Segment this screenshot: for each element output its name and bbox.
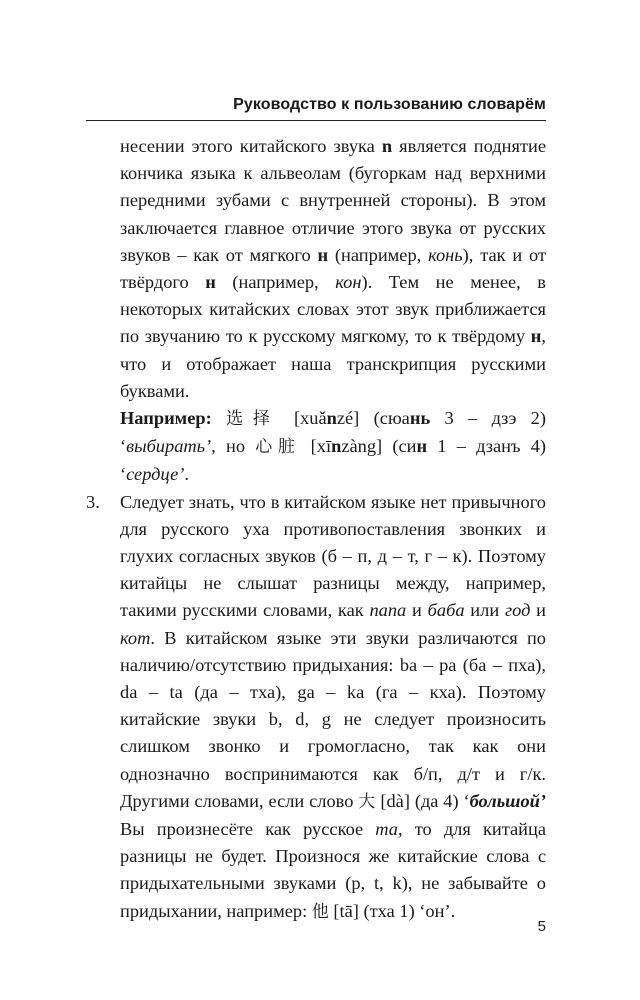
- header-rule: [86, 120, 546, 121]
- text-run: [tā] (тха 1) ‘он’.: [328, 900, 456, 921]
- italic-word: конь: [428, 244, 463, 265]
- chinese-word: 心脏: [255, 437, 301, 458]
- italic-word: кон: [335, 272, 362, 293]
- text-run: является поднятие кончика языка к альвеолам (бугоркам над верхними передними зубами с внутренней стороны). В этом заключается главное отличие этого звука от русских звуков – как от мягкого: [120, 136, 546, 265]
- text-run: [xuǎ: [279, 408, 327, 429]
- text-run: , что и отображает наша транскрипция русскими буквами.: [120, 326, 546, 401]
- page-number: 5: [537, 918, 546, 935]
- bold-letter: н: [317, 244, 329, 265]
- bold-letter: n: [331, 436, 342, 457]
- bold-letter: n: [326, 408, 337, 429]
- bold-letter: н: [530, 326, 542, 347]
- example-label: Например:: [120, 408, 212, 429]
- text-run: и: [530, 600, 546, 621]
- example-paragraph: [86, 405, 546, 489]
- text-run: но: [215, 436, 256, 457]
- chinese-word: 选择: [226, 409, 280, 430]
- page-body: [86, 133, 546, 926]
- text-run: zàng] (си: [341, 436, 417, 457]
- chinese-word: 他: [311, 901, 329, 922]
- text-run: ), так и от твёрдого: [120, 244, 547, 293]
- bold-letter: нь: [409, 408, 431, 429]
- chinese-word: 大: [358, 791, 376, 812]
- text-run: [xī: [300, 436, 332, 457]
- text-run: Вы произнесёте как русское: [120, 819, 376, 840]
- bold-italic-word: большой’: [469, 790, 546, 811]
- bold-letter: n: [381, 136, 393, 156]
- bold-letter: н: [205, 272, 216, 293]
- text-run: 1 – дзанъ 4) ‘: [120, 436, 547, 485]
- text-run: . В китайском языке эти звуки различаются по наличию/отсутствию придыхания: ba – pa (ба – пха), da – ta (да – тха), ga – ka (га – кха). Поэтому китайские звуки b, d, g не следует произносить слишком звонко и громогласно, так как они однозначно воспринимаются как б/п, д/т и г/к. Другими словами, если слово: [120, 627, 546, 811]
- text-run: .: [184, 464, 190, 485]
- bold-letter: н: [416, 436, 428, 457]
- text-run: (например,: [328, 244, 429, 265]
- text-run: или: [464, 600, 505, 621]
- text-run: (например,: [215, 272, 336, 293]
- running-header: Руководство к пользованию словарём: [233, 96, 546, 113]
- list-number: 3.: [86, 491, 100, 512]
- italic-word: выбирать’,: [126, 436, 216, 457]
- italic-word: кот: [120, 627, 151, 648]
- list-item-3: [86, 489, 546, 926]
- text-run: 3 – дзэ 2) ‘: [120, 408, 546, 457]
- text-run: несении этого китайского звука: [120, 136, 382, 156]
- text-run: Следует знать, что в китайском языке нет привычного для русского уха противопоставления звонких и глухих согласных звуков (б – п, д – т, г – к). Поэтому китайцы не слышат разницы между, например, такими русскими словами, как: [120, 491, 546, 621]
- text-run: и: [406, 600, 428, 621]
- italic-word: папа: [369, 600, 407, 621]
- text-run: zé] (сюа: [336, 408, 410, 429]
- italic-word: баба: [427, 600, 465, 621]
- italic-word: та: [375, 819, 398, 840]
- text-run: , то для китайца разницы не будет. Произнося же китайские слова с придыхательными звуками (p, t, k), не забывайте о придыхании, например:: [120, 819, 546, 921]
- text-run: [dà] (да 4) ‘: [375, 790, 470, 811]
- list-item-text: [120, 489, 546, 926]
- italic-word: год: [504, 600, 531, 621]
- italic-word: сердце’: [126, 464, 185, 485]
- paragraph-n-sound: [86, 133, 546, 405]
- text-run: ). Тем не менее, в некоторых китайских словах этот звук приближается по звучанию то к русскому мягкому, то к твёрдому: [120, 272, 546, 347]
